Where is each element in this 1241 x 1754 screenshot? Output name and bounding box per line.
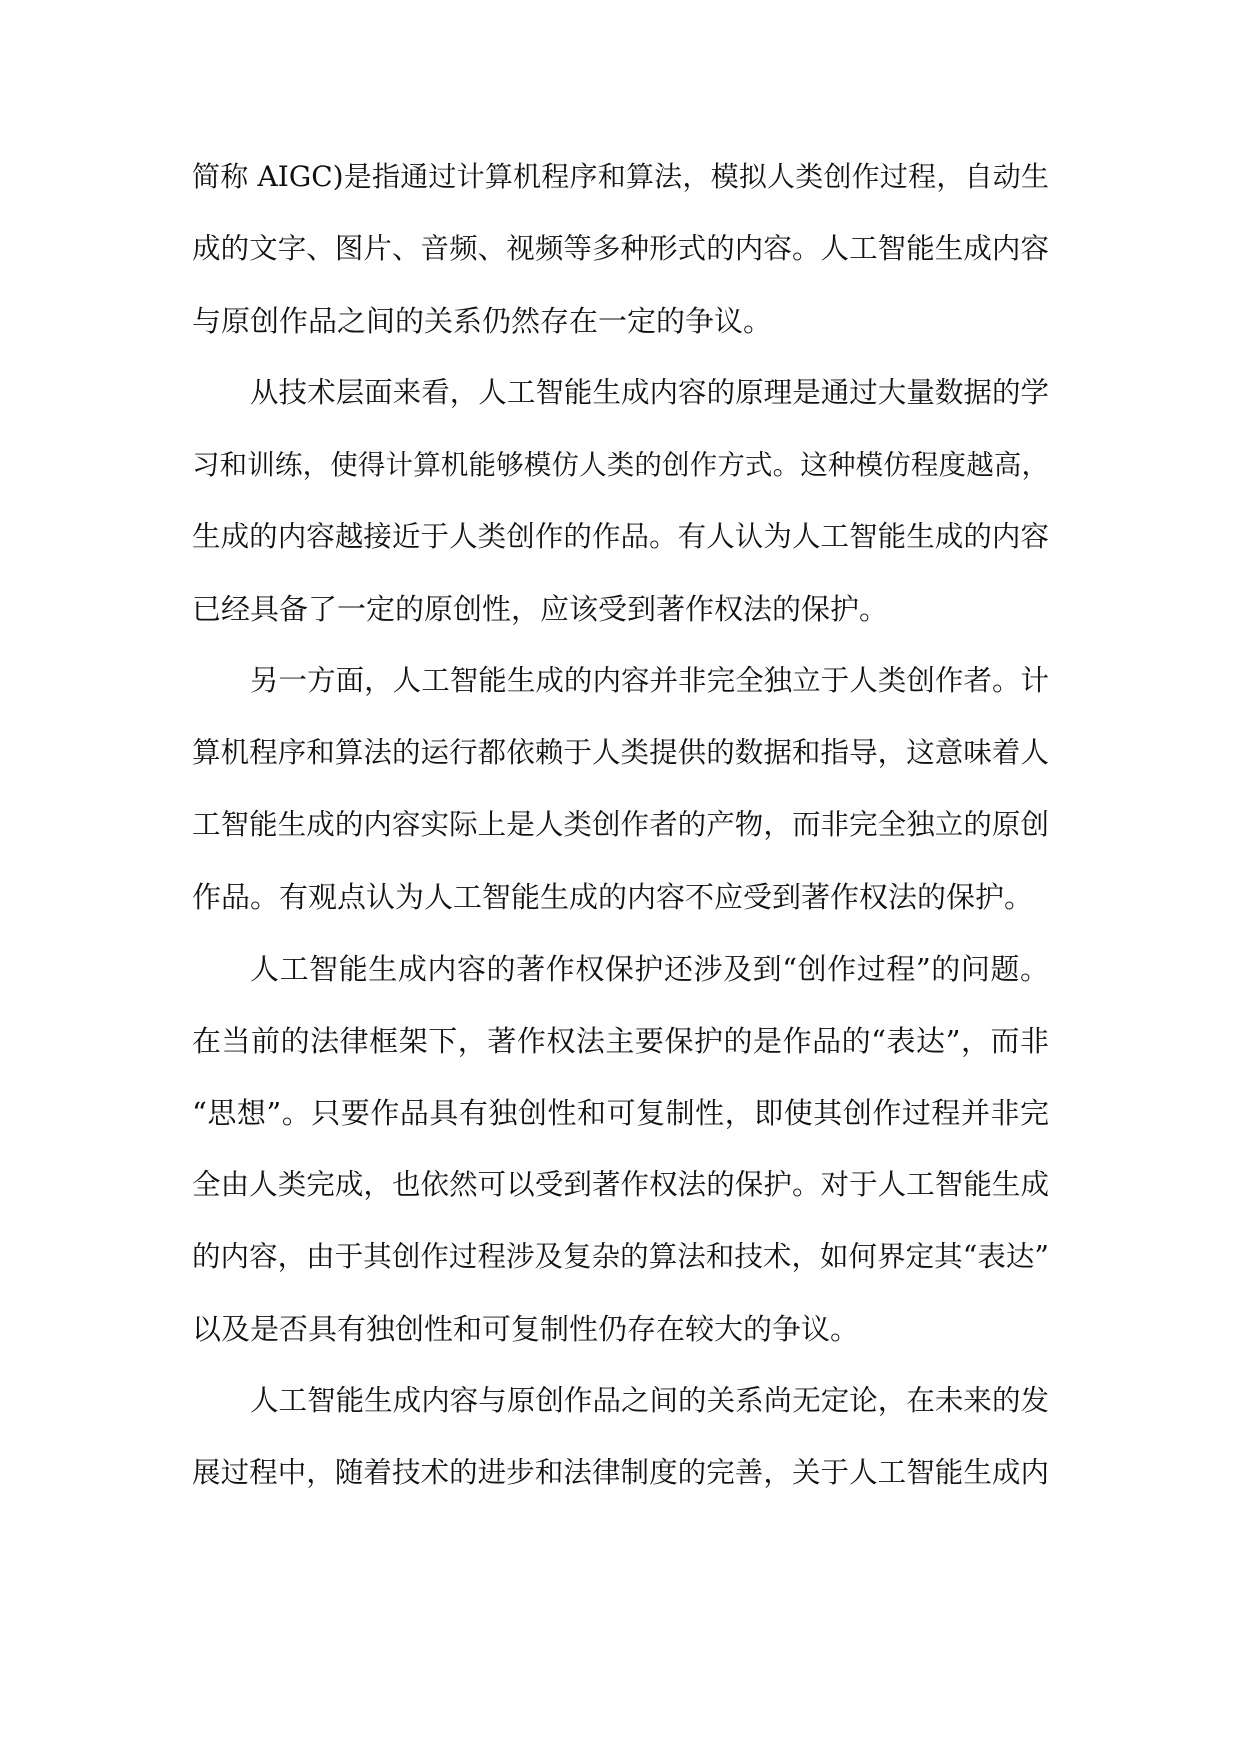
paragraph-4-line-6: 以及是否具有独创性和可复制性仍存在较大的争议。 xyxy=(192,1312,860,1346)
paragraph-1-line-2: 成的文字、图片、音频、视频等多种形式的内容。人工智能生成内容 xyxy=(192,232,1049,265)
body-text xyxy=(192,141,1049,1509)
paragraph-4-line-5: 的内容，由于其创作过程涉及复杂的算法和技术，如何界定其“表达” xyxy=(192,1240,1049,1273)
paragraph-2-line-1: 从技术层面来看，人工智能生成内容的原理是通过大量数据的学 xyxy=(250,376,1049,409)
paragraph-4-line-3: “思想”。只要作品具有独创性和可复制性，即使其创作过程并非完 xyxy=(192,1096,1049,1130)
paragraph-4-line-1: 人工智能生成内容的著作权保护还涉及到“创作过程”的问题。 xyxy=(250,952,1049,986)
paragraph-3-line-3: 工智能生成的内容实际上是人类创作者的产物，而非完全独立的原创 xyxy=(192,808,1049,841)
paragraph-1-line-3: 与原创作品之间的关系仍然存在一定的争议。 xyxy=(192,304,773,338)
paragraph-3-line-1: 另一方面，人工智能生成的内容并非完全独立于人类创作者。计 xyxy=(250,664,1049,697)
paragraph-3-line-2: 算机程序和算法的运行都依赖于人类提供的数据和指导，这意味着人 xyxy=(192,736,1049,769)
paragraph-4-line-4: 全由人类完成，也依然可以受到著作权法的保护。对于人工智能生成 xyxy=(192,1168,1049,1201)
paragraph-3-line-4: 作品。有观点认为人工智能生成的内容不应受到著作权法的保护。 xyxy=(192,880,1034,914)
paragraph-4-line-2: 在当前的法律框架下，著作权法主要保护的是作品的“表达”，而非 xyxy=(192,1024,1049,1058)
paragraph-2-line-4: 已经具备了一定的原创性，应该受到著作权法的保护。 xyxy=(192,592,889,626)
paragraph-5-line-2: 展过程中，随着技术的进步和法律制度的完善，关于人工智能生成内 xyxy=(192,1456,1049,1489)
paragraph-1-line-1: 简称 AIGC)是指通过计算机程序和算法，模拟人类创作过程，自动生 xyxy=(192,160,1049,193)
paragraph-5-line-1: 人工智能生成内容与原创作品之间的关系尚无定论，在未来的发 xyxy=(250,1384,1049,1417)
paragraph-2-line-3: 生成的内容越接近于人类创作的作品。有人认为人工智能生成的内容 xyxy=(192,520,1049,553)
paragraph-2-line-2: 习和训练，使得计算机能够模仿人类的创作方式。这种模仿程度越高， xyxy=(192,449,1049,481)
